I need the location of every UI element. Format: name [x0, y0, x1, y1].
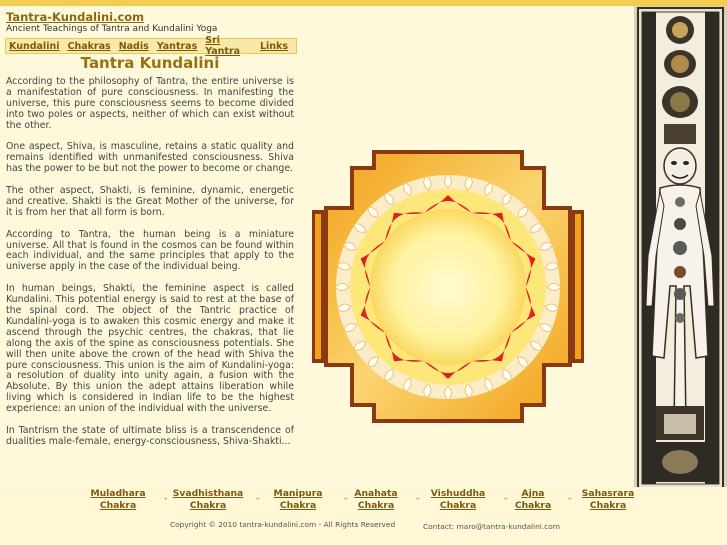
- footer-link-ajna[interactable]: [508, 488, 558, 512]
- article-text: [6, 77, 294, 459]
- separator: -: [504, 494, 508, 504]
- chakra-navigation: [82, 488, 642, 514]
- page-title: Tantra Kundalini: [80, 54, 220, 72]
- nav-link-chakras[interactable]: Chakras: [67, 40, 111, 52]
- chakra-word: Chakra: [279, 500, 317, 511]
- chakra-name: Manipura: [273, 488, 323, 499]
- nav-link-links[interactable]: Links: [259, 40, 288, 52]
- separator: -: [256, 494, 260, 504]
- top-navigation: [5, 35, 297, 57]
- chakra-name: Muladhara: [90, 488, 146, 499]
- nav-link-kundalini[interactable]: Kundalini: [9, 40, 60, 52]
- chakra-name: Svadhisthana: [172, 488, 244, 499]
- paragraph: In Tantrism the state of ultimate bliss is a transcendence of dualities male-female, energy-consciousness, Shiva-Shakti...: [6, 424, 294, 447]
- chakra-word: Chakra: [439, 500, 477, 511]
- chakra-name: Anahata: [354, 488, 398, 499]
- main-content: [0, 6, 634, 486]
- contact-email[interactable]: Contact: maro@tantra-kundalini.com: [423, 522, 560, 531]
- copyright-text: Copyright © 2010 tantra-kundalini.com - All Rights Reserved: [170, 520, 396, 529]
- footer: [0, 487, 727, 545]
- separator: -: [568, 494, 572, 504]
- footer-link-anahata[interactable]: [346, 488, 406, 512]
- separator: -: [164, 494, 168, 504]
- separator: -: [344, 494, 348, 504]
- nav-link-sri-yantra[interactable]: Sri Yantra: [205, 35, 241, 57]
- footer-link-svadhisthana[interactable]: [170, 488, 246, 512]
- chakra-word: Chakra: [514, 500, 552, 511]
- chakra-word: Chakra: [357, 500, 395, 511]
- chakra-name: Vishuddha: [430, 488, 486, 499]
- footer-link-sahasrara[interactable]: [574, 488, 642, 512]
- paragraph: According to Tantra, the human being is a miniature universe. All that is found in the cosmos can be found within each individual, and the same principles that apply to the universe apply in the case of the individual being.: [6, 228, 294, 273]
- paragraph: According to the philosophy of Tantra, the entire universe is a manifestation of pure consciousness. In manifesting the universe, this pure consciousness seems to become divided into two poles or aspects, neither of which can exist without the other.: [6, 76, 294, 131]
- footer-link-muladhara[interactable]: [82, 488, 154, 512]
- tagline: Ancient Teachings of Tantra and Kundalini Yoga: [6, 24, 218, 34]
- nav-link-yantras[interactable]: Yantras: [156, 40, 198, 52]
- chakra-word: Chakra: [589, 500, 627, 511]
- chakra-figure-icon: [634, 6, 727, 490]
- paragraph: The other aspect, Shakti, is feminine, dynamic, energetic and creative. Shakti is the Great Mother of the universe, for it is from her that all form is born.: [6, 185, 294, 218]
- chakra-yantra-illustration: [308, 144, 588, 429]
- kundalini-chakra-figure: [634, 6, 727, 490]
- chakra-word: Chakra: [189, 500, 227, 511]
- footer-link-manipura[interactable]: [262, 488, 334, 512]
- nav-link-nadis[interactable]: Nadis: [118, 40, 149, 52]
- chakra-name: Sahasrara: [581, 488, 635, 499]
- site-title-link[interactable]: Tantra-Kundalini.com: [6, 10, 145, 24]
- chakra-name: Ajna: [521, 488, 545, 499]
- paragraph: One aspect, Shiva, is masculine, retains a static quality and remains identified with unmanifested consciousness. Shiva has the power to be but not the power to become or change.: [6, 141, 294, 175]
- chakra-word: Chakra: [99, 500, 137, 511]
- separator: -: [416, 494, 420, 504]
- paragraph: In human beings, Shakti, the feminine aspect is called Kundalini. This potential energy is said to rest at the base of the spinal cord. The object of the Tantric practice of Kundalini-yoga is to awaken this cosmic energy and make it ascend through the psychic centres, the chakras, that lie along the axis of the spine as consciousness potentials. She will then unite above the crown of the head with Shiva the pure consciousness. This union is the aim of Kundalini-yoga: a resolution of duality into unity again, a fusion with the Absolute. By this union the adept attains liberation while living which is considered in Indian life to be the highest experience: an union of the individual with the universe.: [6, 283, 294, 415]
- footer-link-vishuddha[interactable]: [422, 488, 494, 512]
